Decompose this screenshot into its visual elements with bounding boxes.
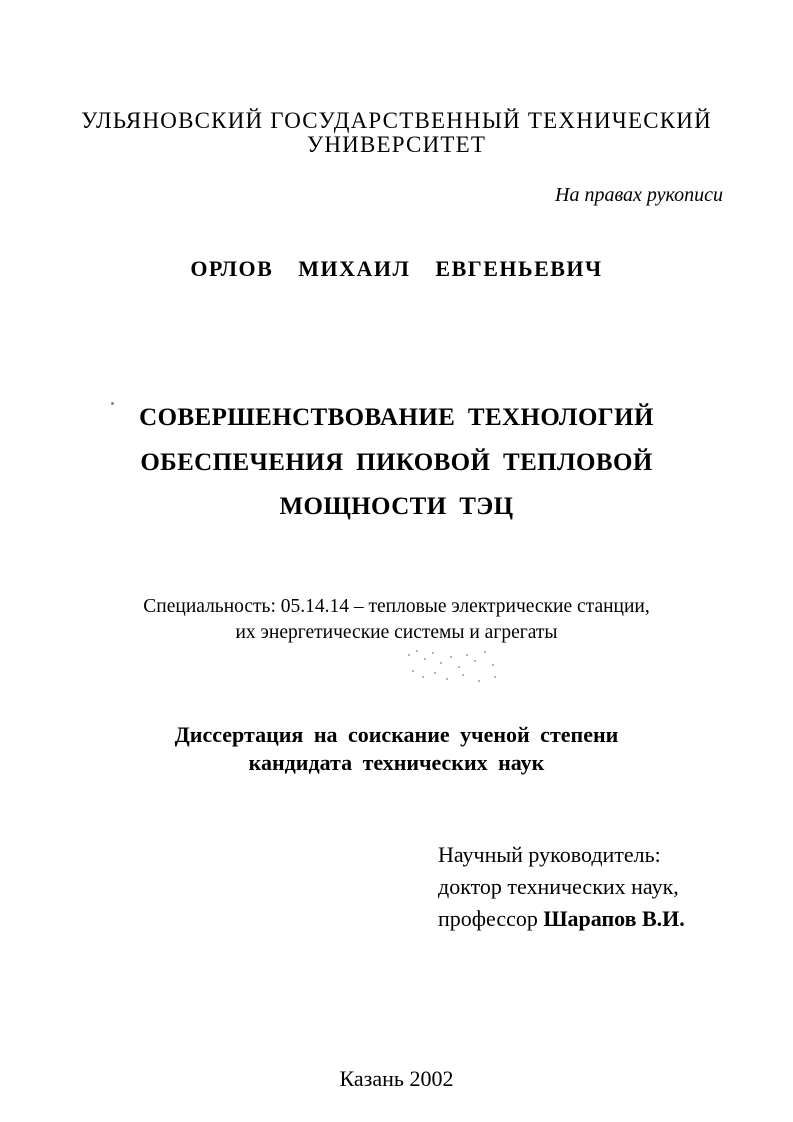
advisor-degree: доктор технических наук, bbox=[438, 874, 679, 899]
university-name-line2: УНИВЕРСИТЕТ bbox=[306, 132, 487, 157]
thesis-title-line2: ОБЕСПЕЧЕНИЯ ПИКОВОЙ ТЕПЛОВОЙ bbox=[140, 449, 653, 476]
manuscript-note: На правах рукописи bbox=[555, 184, 723, 206]
advisor-rank-name bbox=[438, 906, 685, 932]
specialty-line2: их энергетические системы и агрегаты bbox=[235, 622, 558, 643]
thesis-title-line1: СОВЕРШЕНСТВОВАНИЕ ТЕХНОЛОГИЙ bbox=[139, 404, 654, 431]
dissertation-line1: Диссертация на соискание ученой степени bbox=[174, 722, 619, 747]
university-name-line1: УЛЬЯНОВСКИЙ ГОСУДАРСТВЕННЫЙ ТЕХНИЧЕСКИЙ bbox=[81, 108, 712, 133]
author-name: ОРЛОВ МИХАИЛ ЕВГЕНЬЕВИЧ bbox=[190, 256, 603, 281]
city-year: Казань 2002 bbox=[339, 1066, 454, 1091]
thesis-title-line3: МОЩНОСТИ ТЭЦ bbox=[279, 493, 514, 520]
advisor-label: Научный руководитель: bbox=[438, 842, 661, 867]
dissertation-line2: кандидата технических наук bbox=[248, 750, 545, 775]
scan-noise bbox=[404, 648, 500, 684]
advisor-rank: профессор bbox=[438, 906, 538, 931]
specialty-line1: Специальность: 05.14.14 – тепловые электрические станции, bbox=[143, 596, 650, 617]
advisor-name: Шарапов В.И. bbox=[543, 906, 685, 931]
